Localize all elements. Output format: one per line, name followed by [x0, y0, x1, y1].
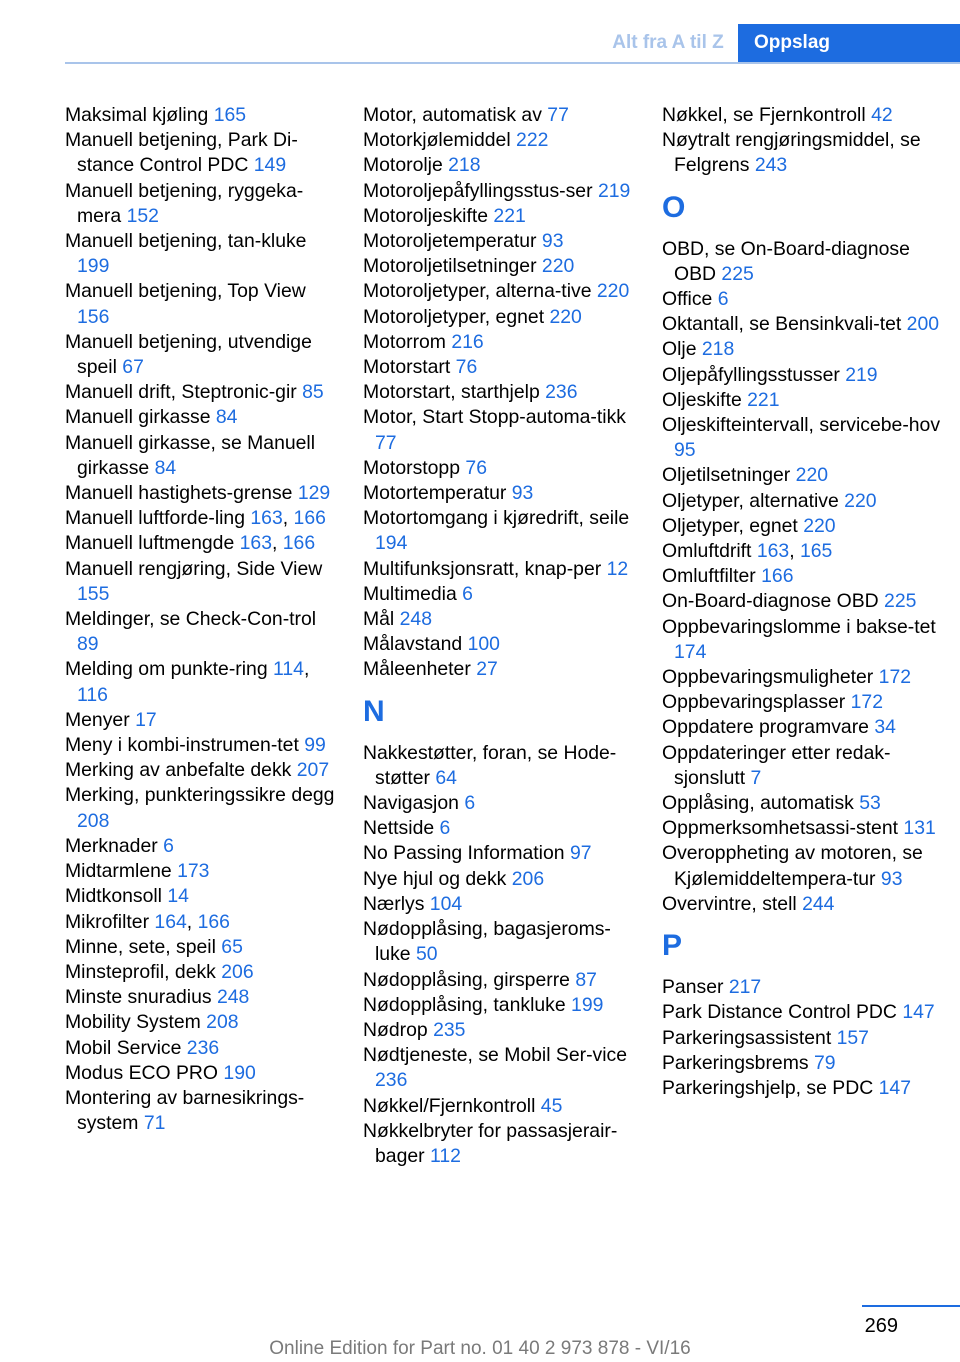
index-entry: Manuell luftmengde 163, 166: [65, 532, 316, 555]
page-link[interactable]: 220: [596, 280, 630, 303]
index-entry: [662, 312, 942, 337]
page-link[interactable]: 50: [415, 943, 438, 966]
index-entry: [65, 179, 340, 229]
index-entry: [65, 985, 340, 1010]
page-link[interactable]: 225: [721, 262, 754, 285]
index-term: Motorstart: [363, 356, 451, 379]
index-term: Office: [662, 288, 713, 311]
index-entry: [363, 791, 643, 816]
index-term: Måleenheter: [363, 658, 471, 681]
index-entry: [363, 1018, 643, 1043]
index-entry: [662, 892, 942, 917]
index-entry: [662, 564, 942, 589]
page-link[interactable]: 220: [844, 489, 877, 512]
page-link[interactable]: 42: [871, 104, 893, 126]
index-entry: [65, 783, 340, 833]
index-term: Motortemperatur: [363, 482, 507, 505]
page-link[interactable]: 236: [545, 381, 578, 404]
index-entry: [662, 489, 942, 514]
index-term: Manuell betjening, ryggeka-mera: [65, 179, 304, 227]
index-entry: [65, 330, 340, 380]
index-entry: [65, 279, 340, 329]
index-entry: [662, 388, 942, 413]
index-term: Multimedia: [363, 582, 457, 605]
index-term: Olje: [662, 338, 697, 361]
index-term: Manuell girkasse: [65, 406, 211, 429]
page-link[interactable]: 6: [717, 288, 729, 311]
index-entry: [662, 589, 942, 614]
index-entry: [65, 708, 340, 733]
index-term: On-Board-diagnose OBD: [662, 590, 879, 613]
page-link[interactable]: 172: [878, 666, 912, 689]
index-term: Parkeringshjelp, se PDC: [662, 1076, 874, 1099]
edition-footer: Online Edition for Part no. 01 40 2 973 878 - VI/16: [269, 1338, 691, 1359]
index-term: Nøkkel, se Fjernkontroll: [662, 104, 866, 126]
index-entry: [363, 254, 643, 279]
index-term: Navigasjon: [363, 792, 459, 815]
index-term: Motoroljepåfyllingsstus-ser: [363, 179, 593, 202]
page-link[interactable]: 7: [750, 766, 762, 789]
index-term: Motoroljeskifte: [363, 204, 489, 227]
index-entry: [662, 413, 942, 463]
index-entry: [363, 741, 643, 791]
index-entry: [363, 968, 643, 993]
index-term: Motoroljetyper, alterna-tive: [363, 280, 592, 303]
index-term: Montering av barnesikrings-system: [65, 1086, 305, 1135]
page-link[interactable]: 45: [540, 1094, 563, 1117]
page-link[interactable]: 225: [884, 590, 917, 613]
index-entry: [363, 632, 643, 657]
page-link[interactable]: 166: [197, 910, 230, 933]
index-entry: [65, 481, 340, 506]
page-link[interactable]: 116: [77, 683, 108, 706]
page-link[interactable]: 89: [77, 633, 99, 656]
index-entry: [662, 103, 942, 128]
page-link[interactable]: 53: [859, 792, 881, 815]
page-link[interactable]: 99: [304, 734, 326, 757]
index-entry: [662, 337, 942, 362]
index-entry: [662, 237, 942, 287]
index-entry: [65, 733, 340, 758]
index-entry: Mikrofilter 164, 166: [65, 910, 230, 933]
index-term: Merknader: [65, 834, 158, 857]
index-term: Melding om punkte-ring: [65, 658, 268, 681]
index-term: Oljetilsetninger: [662, 464, 791, 487]
index-term: Nøkkelbryter for passasjerair-bager: [363, 1119, 618, 1167]
index-entry: [662, 816, 942, 841]
page-link[interactable]: 221: [493, 204, 526, 227]
page-link[interactable]: 222: [516, 129, 549, 152]
index-entry: [65, 405, 340, 430]
page-link[interactable]: 208: [77, 809, 110, 832]
index-term: Nødopplåsing, tankluke: [363, 993, 566, 1016]
index-entry: [65, 1010, 340, 1035]
index-entry: [662, 690, 942, 715]
index-entry: [363, 892, 643, 917]
page-link[interactable]: 166: [282, 532, 316, 555]
page-link[interactable]: 34: [874, 716, 896, 739]
index-term: Oppbevaringslomme i bakse-tet: [662, 615, 936, 638]
index-entry: [662, 287, 942, 312]
index-term: Motoroljetilsetninger: [363, 255, 537, 278]
index-term: Motorrom: [363, 330, 446, 353]
header-section-tab[interactable]: Alt fra A til Z: [612, 32, 724, 53]
page-link[interactable]: 163: [756, 540, 790, 563]
index-term: Merking av anbefalte dekk: [65, 759, 292, 782]
page-link[interactable]: 131: [903, 817, 936, 840]
index-term: Motoroljetemperatur: [363, 230, 537, 253]
page-link[interactable]: 200: [906, 313, 940, 336]
index-term: Nødrop: [363, 1018, 428, 1041]
page-link[interactable]: 248: [216, 986, 250, 1009]
page-link[interactable]: 17: [135, 708, 157, 731]
page-link[interactable]: 235: [433, 1018, 466, 1041]
index-entry: [363, 1043, 643, 1093]
page-link[interactable]: 173: [177, 860, 210, 883]
page-link[interactable]: 85: [302, 381, 324, 404]
index-term: Oljetyper, egnet: [662, 514, 798, 537]
index-entry: [662, 463, 942, 488]
page-link[interactable]: 97: [569, 842, 592, 865]
page-link[interactable]: 166: [293, 507, 326, 530]
index-entry: [662, 363, 942, 388]
index-entry: [363, 456, 643, 481]
page-link[interactable]: 166: [761, 565, 794, 588]
index-term: Nøytralt rengjøringsmiddel, se Felgrens: [662, 129, 921, 177]
index-entry: [65, 229, 340, 279]
index-term: Mål: [363, 608, 395, 631]
page-link[interactable]: 149: [253, 154, 287, 177]
index-entry: [662, 1051, 942, 1076]
index-term: Parkeringsbrems: [662, 1051, 809, 1074]
page-link[interactable]: 208: [206, 1011, 239, 1034]
index-term: Motorstopp: [363, 456, 461, 479]
page-link[interactable]: 220: [803, 514, 836, 537]
page-link[interactable]: 12: [606, 557, 629, 580]
index-entry: [363, 1094, 643, 1119]
index-term: Minsteprofil, dekk: [65, 960, 216, 983]
index-term: Overvintre, stell: [662, 892, 797, 915]
page-link[interactable]: 220: [795, 464, 829, 487]
index-entry: [65, 935, 340, 960]
index-entry: [662, 975, 942, 1000]
page-link[interactable]: 14: [167, 885, 189, 908]
page-link[interactable]: 236: [375, 1069, 408, 1092]
index-term: Maksimal kjøling: [65, 104, 209, 126]
page-link[interactable]: 199: [571, 993, 604, 1016]
index-term: Panser: [662, 976, 724, 999]
index-term: Mikrofilter: [65, 910, 150, 933]
index-term: Multifunksjonsratt, knap-per: [363, 557, 602, 580]
page-link[interactable]: 76: [455, 356, 478, 379]
index-entry: [363, 380, 643, 405]
index-entry: [65, 859, 340, 884]
index-entry: Manuell luftforde-ling 163, 166: [65, 507, 326, 530]
index-entry: [65, 607, 340, 657]
page-link[interactable]: 219: [845, 363, 878, 386]
page-link[interactable]: 76: [465, 456, 487, 479]
page-link[interactable]: 221: [747, 388, 780, 411]
index-entry: [662, 1000, 942, 1025]
page-link[interactable]: 220: [549, 305, 582, 328]
index-entry: [662, 665, 942, 690]
index-entry: [662, 841, 942, 891]
index-term: Motoroljetyper, egnet: [363, 305, 545, 328]
page-link[interactable]: 112: [430, 1144, 461, 1167]
index-entry: [662, 128, 942, 178]
index-term: Motorstart, starthjelp: [363, 381, 540, 404]
page-link[interactable]: 152: [126, 204, 159, 227]
page-link[interactable]: 87: [575, 968, 597, 991]
index-term: Motortomgang i kjøredrift, seile: [363, 507, 630, 530]
page-link[interactable]: 6: [439, 817, 451, 840]
section-letter: N: [363, 694, 385, 728]
index-term: Oljeskifte: [662, 388, 742, 411]
index-term: Midtkonsoll: [65, 885, 162, 908]
index-term: Oktantall, se Bensinkvali-tet: [662, 313, 902, 336]
page-link[interactable]: 6: [464, 792, 476, 815]
page-link[interactable]: 165: [799, 540, 833, 563]
page-link[interactable]: 243: [754, 154, 788, 177]
index-term: Minne, sete, speil: [65, 935, 216, 958]
index-term: Oppbevaringsmuligheter: [662, 666, 874, 689]
index-term: Nødopplåsing, girsperre: [363, 968, 570, 991]
index-term: Meny i kombi-instrumen-tet: [65, 734, 299, 757]
page-link[interactable]: 165: [213, 104, 247, 126]
index-term: Oppdatere programvare: [662, 716, 869, 739]
index-term: Manuell luftforde-ling: [65, 507, 245, 530]
index-term: Overoppheting av motoren, se Kjølemiddeltempera-tur: [662, 842, 923, 890]
page-link[interactable]: 93: [880, 867, 903, 890]
index-entry: Omluftdrift 163, 165: [662, 540, 833, 563]
index-term: Manuell betjening, tan-kluke: [65, 230, 307, 253]
index-term: Nødtjeneste, se Mobil Ser-vice: [363, 1044, 628, 1067]
index-term: Motorkjølemiddel: [363, 129, 511, 152]
page-link[interactable]: 95: [674, 439, 696, 462]
index-term: Nye hjul og dekk: [363, 867, 507, 890]
index-column-3: [662, 103, 942, 1101]
page-link[interactable]: 218: [448, 154, 481, 177]
index-term: Oppdateringer etter redak-sjonslutt: [662, 741, 891, 789]
page-link[interactable]: 77: [375, 431, 397, 454]
index-entry: [363, 305, 643, 330]
page-link[interactable]: 64: [435, 766, 457, 789]
index-entry: [363, 1119, 643, 1169]
page-link[interactable]: 217: [728, 976, 762, 999]
page-link[interactable]: 172: [850, 691, 883, 714]
index-entry: [65, 834, 340, 859]
index-entry: [363, 103, 643, 128]
index-entry: [662, 741, 942, 791]
page-link[interactable]: 236: [186, 1036, 220, 1059]
index-term: Mobility System: [65, 1011, 201, 1034]
page-link[interactable]: 6: [163, 834, 174, 857]
page-link[interactable]: 27: [476, 658, 498, 681]
index-term: Mobil Service: [65, 1036, 182, 1059]
index-term: Park Distance Control PDC: [662, 1001, 897, 1024]
index-entry: [363, 557, 643, 582]
page-link[interactable]: 220: [541, 255, 575, 278]
index-term: Manuell hastighets-grense: [65, 482, 293, 505]
index-term: Merking, punkteringssikre degg: [65, 784, 335, 807]
page-link[interactable]: 163: [239, 532, 272, 555]
page-link[interactable]: 71: [143, 1112, 166, 1135]
page-link[interactable]: 84: [215, 406, 238, 429]
index-entry: [363, 582, 643, 607]
index-term: Nøkkel/Fjernkontroll: [363, 1094, 536, 1117]
index-term: Parkeringsassistent: [662, 1026, 832, 1049]
index-entry: [363, 816, 643, 841]
index-term: Omluftfilter: [662, 565, 756, 588]
index-entry: [363, 179, 643, 204]
page-link[interactable]: 218: [701, 338, 735, 361]
index-entry: [65, 128, 340, 178]
index-term: Menyer: [65, 708, 130, 731]
page-link[interactable]: 93: [511, 482, 534, 505]
index-term: Meldinger, se Check-Con-trol: [65, 608, 317, 631]
index-column-1: [65, 103, 340, 1136]
index-term: Oppbevaringsplasser: [662, 691, 846, 714]
index-entry: [65, 557, 340, 607]
section-letter: O: [662, 190, 686, 224]
index-entry: [363, 657, 643, 682]
page-link[interactable]: 244: [802, 892, 835, 915]
index-entry: [662, 615, 942, 665]
page-link[interactable]: 147: [878, 1076, 911, 1099]
index-term: Manuell betjening, Top View: [65, 280, 306, 303]
index-entry: [662, 1026, 942, 1051]
page-link[interactable]: 164: [154, 910, 187, 933]
page-link[interactable]: 77: [547, 104, 569, 126]
page-link[interactable]: 114: [273, 658, 304, 681]
page-link[interactable]: 79: [813, 1051, 836, 1074]
page-link[interactable]: 155: [77, 582, 110, 605]
index-term: Oljetyper, alternative: [662, 489, 839, 512]
page-link[interactable]: 207: [296, 759, 330, 782]
index-term: Nakkestøtter, foran, se Hode-støtter: [363, 741, 617, 789]
section-letter: P: [662, 929, 683, 963]
index-term: Oljeskifteintervall, servicebe-hov: [662, 414, 941, 437]
page-link[interactable]: 104: [429, 892, 463, 915]
page-link[interactable]: 65: [221, 935, 243, 958]
index-term: Oljepåfyllingsstusser: [662, 363, 840, 386]
index-entry: [65, 960, 340, 985]
index-entry: [363, 153, 643, 178]
index-term: Manuell drift, Steptronic-gir: [65, 381, 297, 404]
page-link[interactable]: 206: [511, 867, 545, 890]
index-term: Motorolje: [363, 154, 443, 177]
page-link[interactable]: 248: [399, 608, 432, 631]
index-entry: [65, 1036, 340, 1061]
index-term: Omluftdrift: [662, 540, 752, 563]
index-term: OBD, se On-Board-diagnose OBD: [662, 237, 910, 285]
page-link[interactable]: 194: [375, 532, 408, 555]
header-chapter-tab[interactable]: Oppslag: [738, 24, 960, 62]
page-link[interactable]: 174: [674, 640, 707, 663]
index-entry: [363, 229, 643, 254]
page-link[interactable]: 199: [77, 255, 110, 278]
index-entry: [65, 1061, 340, 1086]
index-term: Manuell luftmengde: [65, 532, 235, 555]
page-link[interactable]: 216: [451, 330, 484, 353]
index-entry: [363, 841, 643, 866]
index-entry: [662, 715, 942, 740]
index-term: Manuell rengjøring, Side View: [65, 557, 323, 580]
index-entry: [662, 514, 942, 539]
index-column-2: [363, 103, 643, 1169]
page-link[interactable]: 100: [467, 633, 500, 656]
index-entry: [65, 884, 340, 909]
index-entry: [662, 1076, 942, 1101]
index-term: Nettside: [363, 817, 435, 840]
index-term: Nærlys: [363, 892, 425, 915]
page-link[interactable]: 6: [462, 582, 473, 605]
page-link[interactable]: 84: [154, 456, 177, 479]
index-term: Nødopplåsing, bagasjeroms-luke: [363, 918, 611, 966]
index-entry: [662, 791, 942, 816]
page-link[interactable]: 67: [122, 356, 144, 379]
index-entry: [65, 103, 340, 128]
page-link[interactable]: 157: [836, 1026, 869, 1049]
page-link[interactable]: 219: [597, 179, 631, 202]
index-entry: [363, 128, 643, 153]
index-term: Midtarmlene: [65, 860, 172, 883]
index-entry: [363, 279, 643, 304]
index-entry: [363, 481, 643, 506]
index-term: Minste snuradius: [65, 986, 212, 1009]
index-term: Målavstand: [363, 633, 463, 656]
index-entry: [363, 867, 643, 892]
page-link[interactable]: 190: [223, 1061, 256, 1084]
index-entry: [65, 1086, 340, 1136]
index-entry: [65, 431, 340, 481]
index-entry: [363, 917, 643, 967]
footer-divider: [862, 1305, 960, 1307]
index-term: Manuell betjening, utvendige speil: [65, 330, 312, 379]
index-term: No Passing Information: [363, 842, 565, 865]
index-term: Motor, Start Stopp-automa-tikk: [363, 406, 626, 429]
index-entry: [363, 506, 643, 556]
index-entry: [65, 758, 340, 783]
index-entry: [65, 380, 340, 405]
page-link[interactable]: 93: [541, 230, 564, 253]
index-term: Modus ECO PRO: [65, 1061, 219, 1084]
page-link[interactable]: 156: [77, 305, 110, 328]
header-divider: [65, 62, 960, 64]
index-entry: [363, 204, 643, 229]
index-entry: [363, 607, 643, 632]
index-entry: Melding om punkte-ring 114, 116: [65, 658, 310, 706]
page-link[interactable]: 147: [902, 1001, 935, 1024]
page-link[interactable]: 163: [250, 507, 283, 530]
index-entry: [363, 330, 643, 355]
index-entry: [363, 993, 643, 1018]
index-term: Manuell betjening, Park Di-stance Control PDC: [65, 129, 298, 177]
index-term: Motor, automatisk av: [363, 104, 542, 126]
page-link[interactable]: 206: [221, 960, 254, 983]
index-entry: [363, 405, 643, 455]
index-term: Manuell girkasse, se Manuell girkasse: [65, 431, 316, 479]
index-entry: [363, 355, 643, 380]
index-term: Opplåsing, automatisk: [662, 792, 854, 815]
page-number: 269: [864, 1315, 898, 1337]
page-link[interactable]: 129: [297, 482, 331, 505]
index-term: Oppmerksomhetsassi-stent: [662, 817, 899, 840]
